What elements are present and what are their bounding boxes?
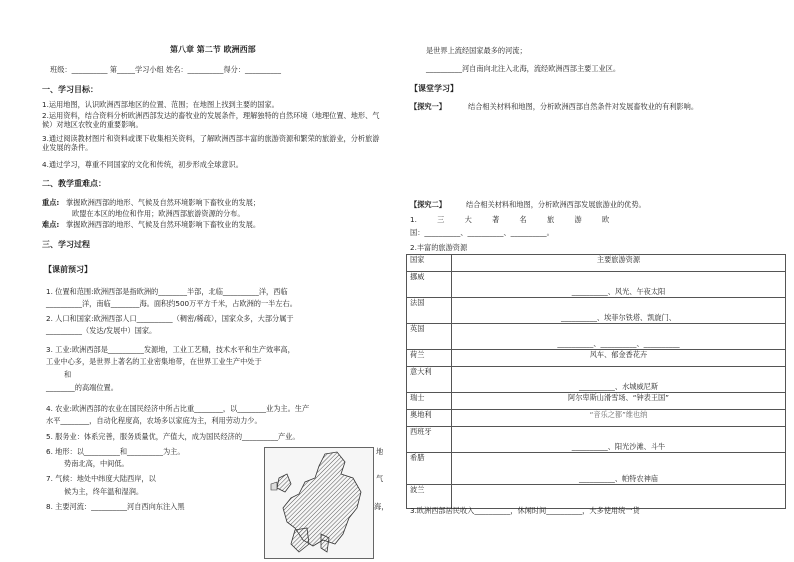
table-row bbox=[407, 393, 786, 410]
preview-6-side: 地 bbox=[376, 447, 384, 456]
preview-4b: 水平________，自动化程度高，农场多以家庭为主，利用劳动力少。 bbox=[46, 416, 262, 425]
key-line-1: 掌握欧洲西部的地形、气候及自然环境影响下畜牧业的发展； bbox=[66, 198, 261, 207]
table-header-row bbox=[407, 255, 786, 272]
table-cell-country: 英国 bbox=[407, 324, 452, 350]
river-line-2: __________河自南向北注入北海，流经欧洲西部主要工业区。 bbox=[426, 64, 621, 73]
section-goals-title: 一、学习目标： bbox=[42, 85, 98, 94]
preview-7b: 候为主，终年温和湿润。 bbox=[64, 487, 144, 496]
preview-3a: 3. 工业:欧洲西部是__________发源地，工业工艺精，技术水平和生产效率高， bbox=[46, 345, 295, 354]
preview-2b: __________（发达/发展中）国家。 bbox=[46, 326, 157, 335]
table-cell-country: 波兰 bbox=[407, 485, 452, 509]
preview-1a: 1. 位置和范围:欧洲西部是指欧洲的________半部，北临__________洋，西临 bbox=[46, 287, 288, 296]
table-cell-country: 希腊 bbox=[407, 453, 452, 485]
table-cell-resources: __________、帕特农神庙 bbox=[452, 453, 786, 485]
table-cell-country: 挪威 bbox=[407, 272, 452, 298]
preview-4a: 4. 农业:欧洲西部的农业在国民经济中所占比重________，以________业为主。生产 bbox=[46, 404, 310, 413]
preview-6b: 势南北高，中间低。 bbox=[64, 459, 129, 468]
preview-8: 8. 主要河流：__________河自西向东注入黑 bbox=[46, 502, 185, 511]
table-row bbox=[407, 410, 786, 427]
europe-map-graphic bbox=[265, 448, 373, 558]
preview-6a: 6. 地形：以__________和__________为主。 bbox=[46, 447, 185, 456]
europe-map bbox=[264, 447, 374, 559]
table-row bbox=[407, 427, 786, 453]
table-row bbox=[407, 272, 786, 298]
table-row bbox=[407, 485, 786, 509]
table-cell-country: 奥地利 bbox=[407, 410, 452, 427]
key-label: 重点: bbox=[42, 198, 60, 207]
class-title: 【课堂学习】 bbox=[410, 84, 458, 93]
table-row bbox=[407, 350, 786, 367]
preview-2a: 2. 人口和国家:欧洲西部人口__________（稠密/稀疏），国家众多，大部分属于 bbox=[46, 314, 294, 323]
table-cell-resources: __________、埃菲尔铁塔、凯旋门、 bbox=[452, 298, 786, 324]
table-cell-country: 意大利 bbox=[407, 367, 452, 393]
table-cell-resources: 阿尔卑斯山滑雪场、“钟表王国” bbox=[452, 393, 786, 410]
table-cell-country: 西班牙 bbox=[407, 427, 452, 453]
explore-2-text: 结合相关材料和地图，分析欧洲西部发展旅游业的优势。 bbox=[466, 200, 646, 209]
question-3: 3.欧洲西部居民收入__________，休闲时间__________，大多使用统一货 bbox=[410, 506, 640, 515]
table-row bbox=[407, 453, 786, 485]
preview-8-side: 海， bbox=[374, 502, 389, 511]
table-cell-resources bbox=[452, 485, 786, 509]
table-cell-country: 瑞士 bbox=[407, 393, 452, 410]
goal-4: 4.通过学习，尊重不同国家的文化和传统，初步形成全球意识。 bbox=[42, 160, 243, 169]
tourism-table bbox=[406, 254, 786, 509]
preview-5: 5. 服务业：体系完善，服务质量优，产值大，成为国民经济的__________产业。 bbox=[46, 432, 300, 441]
river-line-1: 是世界上流经国家最多的河流； bbox=[426, 46, 527, 55]
question-1: 1. 三 大 著 名 旅 游 欧 bbox=[410, 215, 610, 224]
goal-1: 1.运用地图，认识欧洲西部地区的位置、范围；在地图上找到主要的国家。 bbox=[42, 100, 279, 109]
preview-3c: 和 bbox=[64, 370, 72, 379]
preview-1b: __________洋，南临________海。面积约500万平方千米，占欧洲的一半左右。 bbox=[46, 299, 297, 308]
section-keypoints-title: 二、教学重难点： bbox=[42, 179, 106, 188]
table-header-country: 国家 bbox=[407, 255, 452, 272]
preview-title: 【课前预习】 bbox=[44, 265, 92, 274]
section-process-title: 三、学习过程 bbox=[42, 240, 90, 249]
diff-label: 难点: bbox=[42, 220, 60, 229]
goal-3: 3.通过阅读教材图片和资料或课下收集相关资料，了解欧洲西部丰富的旅游资源和繁荣的旅游业，分析旅游业发展的条件。 bbox=[42, 134, 380, 152]
key-line-2: 欧盟在本区的地位和作用；欧洲西部旅游资源的分布。 bbox=[72, 209, 245, 218]
table-row bbox=[407, 324, 786, 350]
table-cell-country: 法国 bbox=[407, 298, 452, 324]
preview-3d: ________的高端位置。 bbox=[46, 383, 118, 392]
preview-7a: 7. 气候：地处中纬度大陆西岸，以 bbox=[46, 474, 156, 483]
table-cell-resources: __________、阳光沙滩、斗牛 bbox=[452, 427, 786, 453]
table-cell-resources: 风车、郁金香花卉 bbox=[452, 350, 786, 367]
question-1b: 国：__________、__________、__________。 bbox=[410, 228, 554, 237]
explore-1-label: 【探究一】 bbox=[410, 102, 446, 111]
table-row bbox=[407, 298, 786, 324]
preview-7-side: 气 bbox=[376, 474, 384, 483]
table-cell-resources: __________、风光、午夜太阳 bbox=[452, 272, 786, 298]
table-header-resources: 主要旅游资源 bbox=[452, 255, 786, 272]
table-cell-resources: __________、__________、__________ bbox=[452, 324, 786, 350]
question-2: 2.丰富的旅游资源 bbox=[410, 243, 468, 252]
explore-1-text: 结合相关材料和地图，分析欧洲西部自然条件对发展畜牧业的有利影响。 bbox=[468, 102, 699, 111]
diff-line: 掌握欧洲西部的地形、气候及自然环境影响下畜牧业的发展。 bbox=[66, 220, 261, 229]
table-cell-resources: “音乐之都”维也纳 bbox=[452, 410, 786, 427]
header-line: 班级：__________ 第_____学习小组 姓名：__________得分：__________ bbox=[50, 65, 281, 74]
page-title: 第八章 第二节 欧洲西部 bbox=[170, 45, 256, 54]
preview-3b: 工业中心多，是世界上著名的工业密集地带，在世界工业生产中处于 bbox=[46, 357, 262, 366]
goal-2: 2.运用资料，结合资料分析欧洲西部发达的畜牧业的发展条件，理解独特的自然环境（地理位置、地形、气候）对地区农牧业的重要影响。 bbox=[42, 111, 380, 129]
table-row bbox=[407, 367, 786, 393]
table-cell-country: 荷兰 bbox=[407, 350, 452, 367]
table-cell-resources: __________、水城威尼斯 bbox=[452, 367, 786, 393]
explore-2-label: 【探究二】 bbox=[410, 200, 446, 209]
